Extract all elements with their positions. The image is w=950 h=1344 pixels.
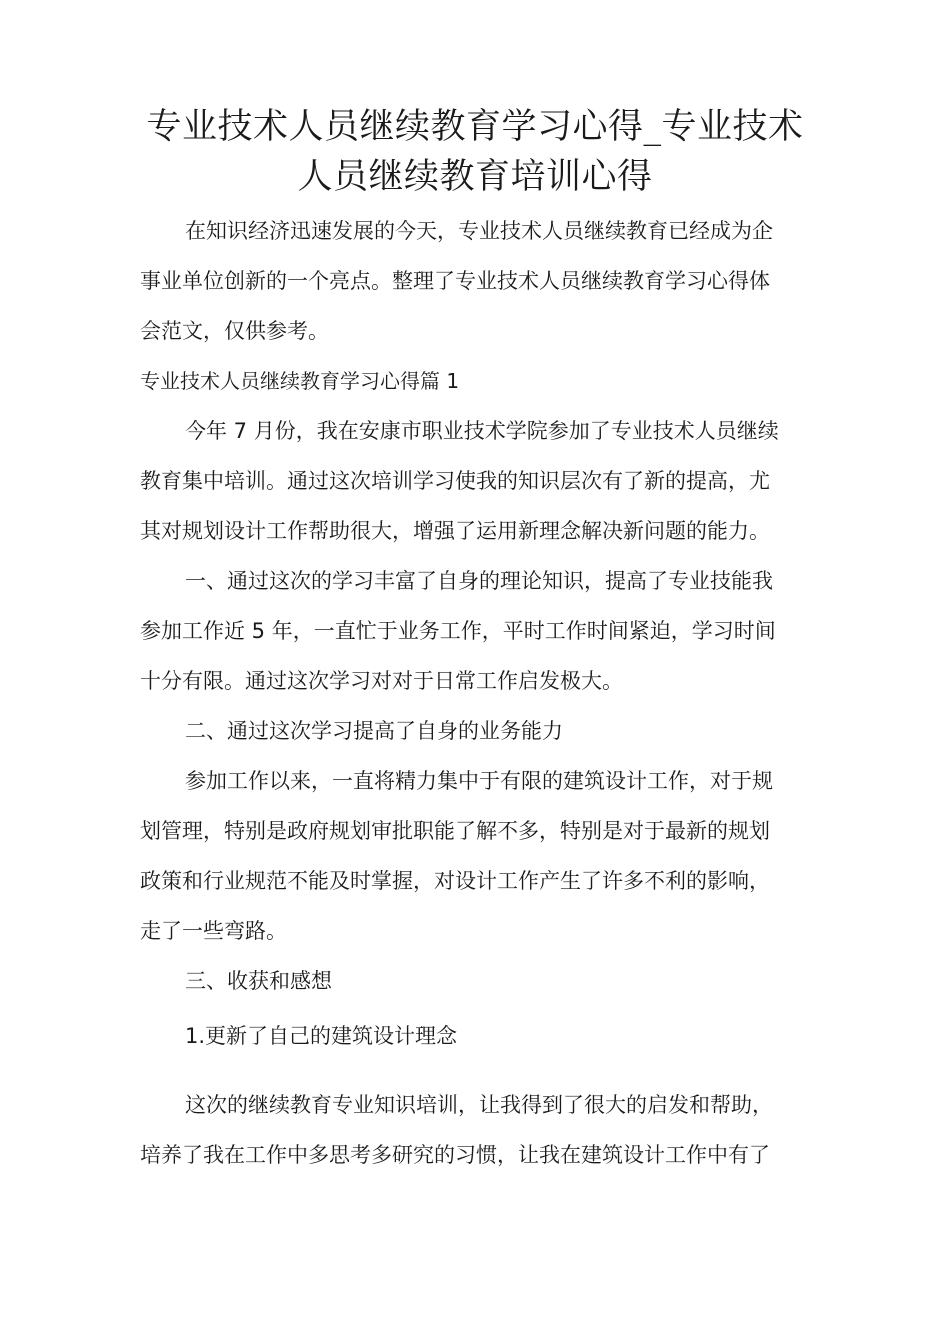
paragraph-line: 在知识经济迅速发展的今天，专业技术人员继续教育已经成为企 (185, 219, 773, 243)
subheading: 二、通过这次学习提高了自身的业务能力 (185, 719, 563, 743)
paragraph-line: 一、通过这次的学习丰富了自身的理论知识，提高了专业技能我 (185, 569, 773, 593)
paragraph-line: 今年 7 月份，我在安康市职业技术学院参加了专业技术人员继续 (185, 419, 779, 443)
paragraph-line: 划管理，特别是政府规划审批职能了解不多，特别是对于最新的规划 (140, 819, 770, 843)
document-title-line-2: 人员继续教育培训心得 (297, 157, 653, 197)
paragraph-line: 会范文，仅供参考。 (140, 319, 329, 343)
subheading: 1.更新了自己的建筑设计理念 (185, 1024, 458, 1048)
paragraph-line: 事业单位创新的一个亮点。整理了专业技术人员继续教育学习心得体 (140, 269, 770, 293)
paragraph-line: 十分有限。通过这次学习对对于日常工作启发极大。 (140, 669, 623, 693)
section-heading: 专业技术人员继续教育学习心得篇 1 (140, 369, 460, 393)
paragraph-line: 培养了我在工作中多思考多研究的习惯，让我在建筑设计工作中有了 (140, 1143, 770, 1167)
paragraph-line: 参加工作近 5 年，一直忙于业务工作，平时工作时间紧迫，学习时间 (140, 619, 776, 643)
paragraph-line: 走了一些弯路。 (140, 919, 287, 943)
paragraph-line: 这次的继续教育专业知识培训，让我得到了很大的启发和帮助， (185, 1093, 773, 1117)
paragraph-line: 其对规划设计工作帮助很大，增强了运用新理念解决新问题的能力。 (140, 519, 770, 543)
document-title-line-1: 专业技术人员继续教育学习心得_专业技术 (146, 107, 804, 147)
paragraph-line: 参加工作以来，一直将精力集中于有限的建筑设计工作，对于规 (185, 769, 773, 793)
paragraph-line: 政策和行业规范不能及时掌握，对设计工作产生了许多不利的影响， (140, 869, 770, 893)
subheading: 三、收获和感想 (185, 969, 332, 993)
paragraph-line: 教育集中培训。通过这次培训学习使我的知识层次有了新的提高，尤 (140, 469, 770, 493)
